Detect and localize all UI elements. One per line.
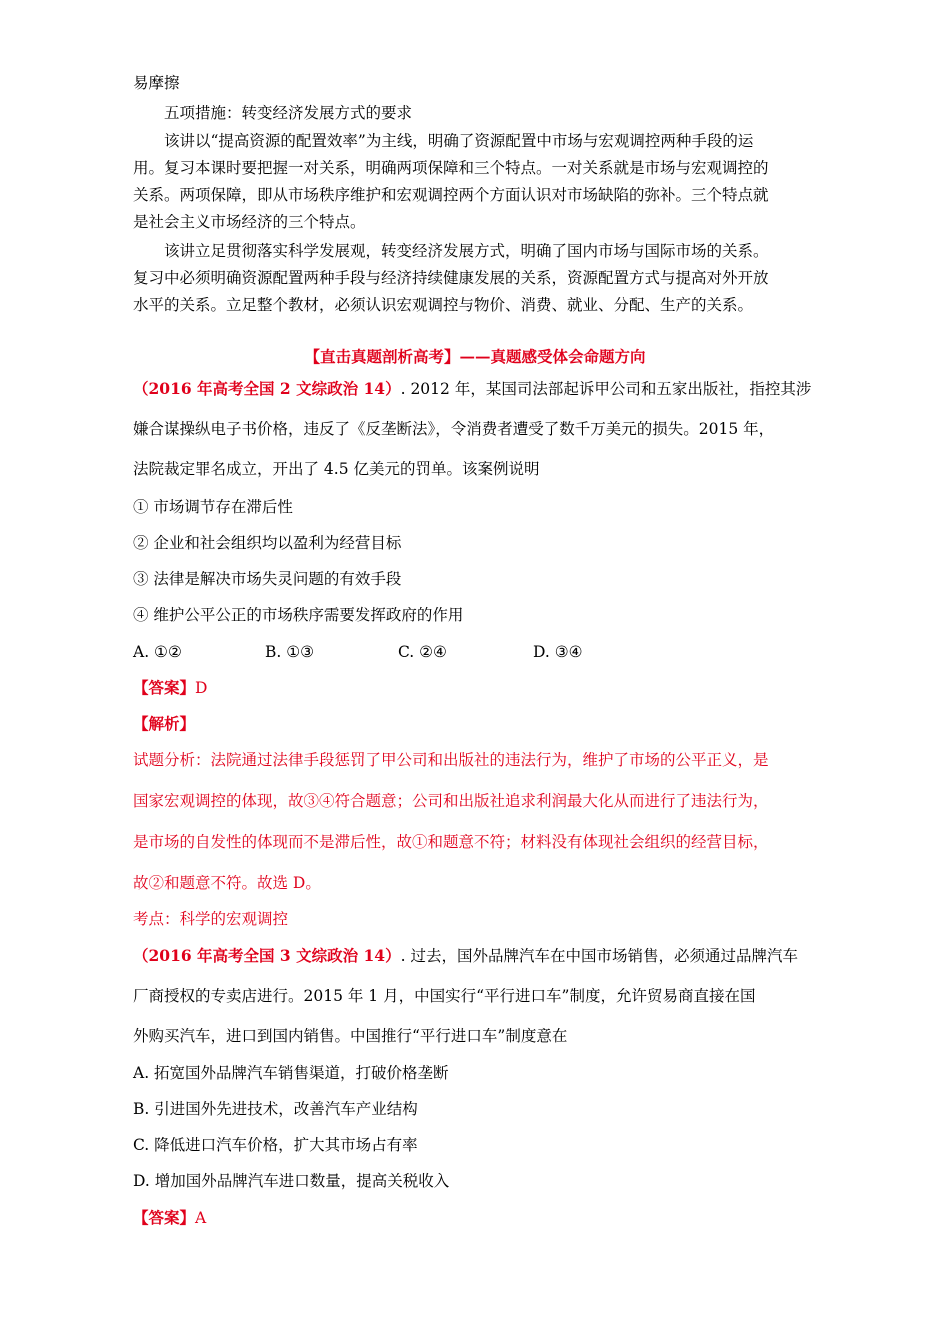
q1-analysis-label: 【解析】 (133, 714, 196, 733)
q1-stem-text: . 2012 年，某国司法部起诉甲公司和五家出版社，指控其涉 (400, 380, 812, 398)
q2-stem-text: . 过去，国外品牌汽车在中国市场销售，必须通过品牌汽车 (400, 947, 798, 965)
q1-analysis-line: 故②和题意不符。故选 D。 (133, 874, 321, 892)
intro-paragraph-1-line: 该讲以“提高资源的配置效率”为主线，明确了资源配置中市场与宏观调控两种手段的运 (164, 132, 754, 150)
section-heading: 【直击真题剖析高考】——真题感受体会命题方向 (304, 347, 646, 366)
q1-answer-value: D (195, 679, 208, 697)
q1-item: ① 市场调节存在滞后性 (133, 498, 293, 516)
q2-option-c: C. 降低进口汽车价格，扩大其市场占有率 (133, 1136, 418, 1154)
q1-answer-label: 【答案】 (133, 678, 196, 697)
q2-stem-line-1 (133, 945, 798, 967)
q1-stem-line-1 (133, 378, 811, 400)
q1-stem-line-2: 嫌合谋操纵电子书价格，违反了《反垄断法》，令消费者遭受了数千万美元的损失。2015 年， (133, 420, 775, 438)
q1-item: ③ 法律是解决市场失灵问题的有效手段 (133, 570, 402, 588)
intro-paragraph-2-line: 复习中必须明确资源配置两种手段与经济持续健康发展的关系，资源配置方式与提高对外开放 (133, 269, 769, 287)
q2-stem-line-3: 外购买汽车，进口到国内销售。中国推行“平行进口车”制度意在 (133, 1027, 568, 1045)
q1-item: ② 企业和社会组织均以盈利为经营目标 (133, 534, 402, 552)
q1-analysis-line: 国家宏观调控的体现，故③④符合题意；公司和出版社追求利润最大化从而进行了违法行为， (133, 792, 769, 810)
intro-line-1: 易摩擦 (133, 74, 180, 92)
q2-option-a: A. 拓宽国外品牌汽车销售渠道，打破价格垄断 (133, 1064, 449, 1082)
intro-paragraph-1-line: 是社会主义市场经济的三个特点。 (133, 213, 366, 231)
intro-paragraph-1-line: 关系。两项保障，即从市场秩序维护和宏观调控两个方面认识对市场缺陷的弥补。三个特点就 (133, 186, 769, 204)
q1-option-d: D. ③④ (533, 643, 583, 661)
q2-source: （2016 年高考全国 3 文综政治 14） (133, 946, 401, 965)
q2-option-d: D. 增加国外品牌汽车进口数量，提高关税收入 (133, 1172, 450, 1190)
intro-paragraph-2-line: 该讲立足贯彻落实科学发展观，转变经济发展方式，明确了国内市场与国际市场的关系。 (164, 242, 769, 260)
q1-item: ④ 维护公平公正的市场秩序需要发挥政府的作用 (133, 606, 464, 624)
q1-source: （2016 年高考全国 2 文综政治 14） (133, 379, 401, 398)
q1-kaodian: 考点：科学的宏观调控 (133, 910, 289, 928)
intro-line-2: 五项措施：转变经济发展方式的要求 (164, 104, 413, 122)
q1-analysis-line: 试题分析：法院通过法律手段惩罚了甲公司和出版社的违法行为，维护了市场的公平正义，是 (133, 751, 769, 769)
intro-paragraph-1-line: 用。复习本课时要把握一对关系，明确两项保障和三个特点。一对关系就是市场与宏观调控的 (133, 159, 769, 177)
q2-option-b: B. 引进国外先进技术，改善汽车产业结构 (133, 1100, 418, 1118)
q1-option-b: B. ①③ (265, 643, 315, 661)
q1-analysis-line: 是市场的自发性的体现而不是滞后性，故①和题意不符；材料没有体现社会组织的经营目标， (133, 833, 769, 851)
q1-option-c: C. ②④ (398, 643, 447, 661)
q2-answer (133, 1207, 206, 1229)
intro-paragraph-2-line: 水平的关系。立足整个教材，必须认识宏观调控与物价、消费、就业、分配、生产的关系。 (133, 296, 754, 314)
q2-stem-line-2: 厂商授权的专卖店进行。2015 年 1 月，中国实行“平行进口车”制度，允许贸易商直接在国 (133, 987, 756, 1005)
q1-stem-line-3: 法院裁定罪名成立，开出了 4.5 亿美元的罚单。该案例说明 (133, 460, 540, 478)
q2-answer-label: 【答案】 (133, 1208, 196, 1227)
q1-option-a: A. ①② (133, 643, 182, 661)
q2-answer-value: A (195, 1209, 207, 1227)
q1-answer (133, 677, 207, 699)
